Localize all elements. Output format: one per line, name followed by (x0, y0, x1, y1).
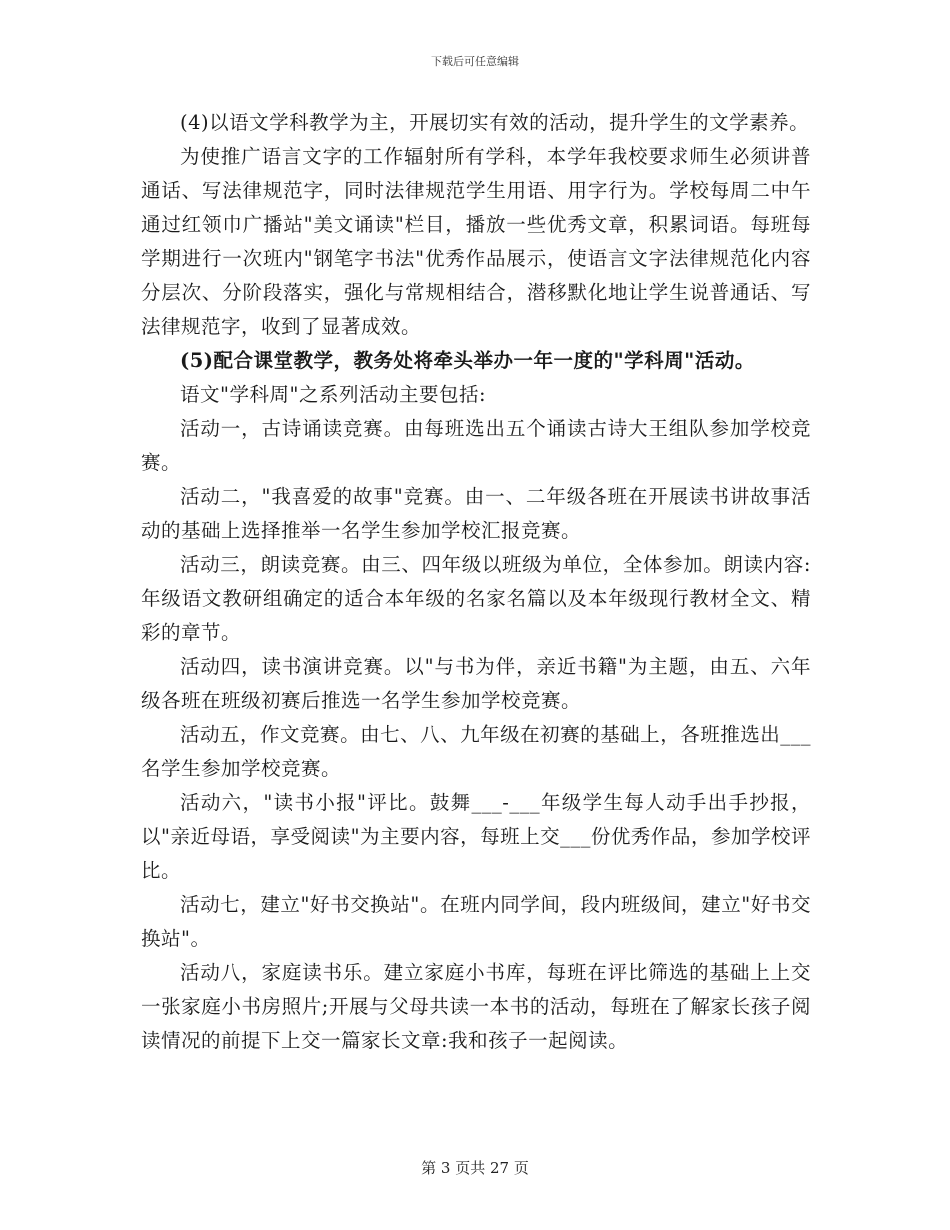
paragraph-9: 活动五，作文竞赛。由七、八、九年级在初赛的基础上，各班推选出___名学生参加学校竞赛。 (141, 723, 811, 780)
document-body (141, 106, 811, 1058)
paragraph-5: 活动一，古诗诵读竞赛。由每班选出五个诵读古诗大王组队参加学校竞赛。 (141, 417, 811, 474)
paragraph-6: 活动二，"我喜爱的故事"竞赛。由一、二年级各班在开展读书讲故事活动的基础上选择推举一名学生参加学校汇报竞赛。 (141, 485, 811, 542)
paragraph-2: 为使推广语言文字的工作辐射所有学科，本学年我校要求师生必须讲普通话、写法律规范字，同时法律规范学生用语、用字行为。学校每周二中午通过红领巾广播站"美文诵读"栏目，播放一些优秀文章，积累词语。每班每学期进行一次班内"钢笔字书法"优秀作品展示，使语言文字法律规范化内容分层次、分阶段落实，强化与常规相结合，潜移默化地让学生说普通话、写法律规范字，收到了显著成效。 (141, 145, 811, 338)
page-footer: 第 3 页共 27 页 (421, 1159, 529, 1177)
paragraph-3-heading: (5)配合课堂教学，教务处将牵头举办一年一度的"学科周"活动。 (180, 349, 755, 372)
page-header: 下载后可任意编辑 (431, 55, 519, 68)
paragraph-1: (4)以语文学科教学为主，开展切实有效的活动，提升学生的文学素养。 (180, 111, 810, 134)
paragraph-10: 活动六，"读书小报"评比。鼓舞___-___年级学生每人动手出手抄报，以"亲近母语，享受阅读"为主要内容，每班上交___份优秀作品，参加学校评比。 (141, 791, 811, 882)
paragraph-7: 活动三，朗读竞赛。由三、四年级以班级为单位，全体参加。朗读内容:年级语文教研组确定的适合本年级的名家名篇以及本年级现行教材全文、精彩的章节。 (141, 553, 811, 644)
paragraph-12: 活动八，家庭读书乐。建立家庭小书库，每班在评比筛选的基础上上交一张家庭小书房照片;开展与父母共读一本书的活动，每班在了解家长孩子阅读情况的前提下上交一篇家长文章:我和孩子一起阅读。 (141, 961, 811, 1052)
paragraph-4: 语文"学科周"之系列活动主要包括: (180, 383, 487, 406)
paragraph-8: 活动四，读书演讲竞赛。以"与书为伴，亲近书籍"为主题，由五、六年级各班在班级初赛后推选一名学生参加学校竞赛。 (141, 655, 811, 712)
paragraph-11: 活动七，建立"好书交换站"。在班内同学间，段内班级间，建立"好书交换站"。 (141, 893, 811, 950)
